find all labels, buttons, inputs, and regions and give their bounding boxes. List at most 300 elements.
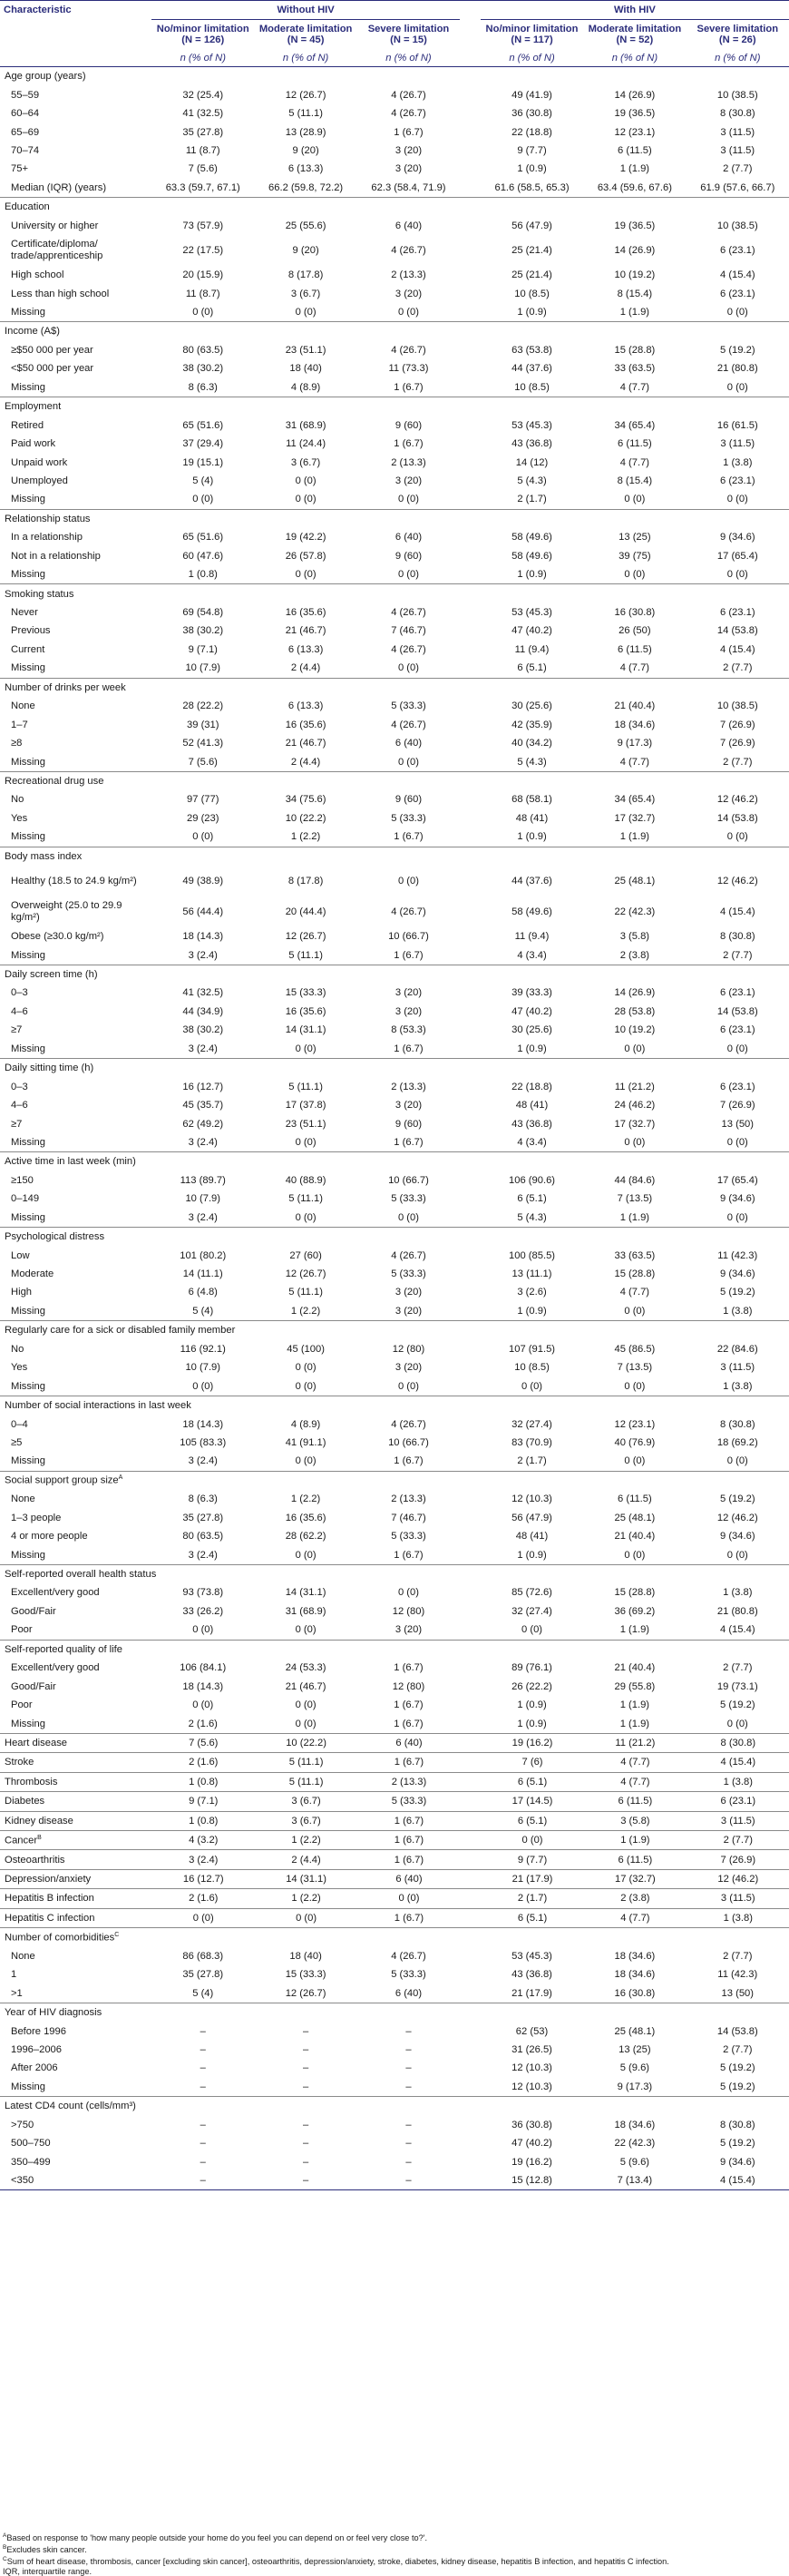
table-cell: 5 (11.1) bbox=[254, 1772, 356, 1791]
table-cell: 4 (7.7) bbox=[619, 456, 650, 468]
table-cell: 2 (7.7) bbox=[723, 2043, 753, 2055]
row-label bbox=[0, 1733, 151, 1752]
table-cell: 14 (53.8) bbox=[716, 812, 758, 824]
table-cell: 45 (35.7) bbox=[182, 1100, 224, 1112]
table-cell: 2 (13.3) bbox=[391, 1081, 426, 1092]
table-cell: 12 (80) bbox=[392, 1343, 425, 1355]
table-cell: 1 (3.8) bbox=[723, 1380, 753, 1392]
table-cell: 7 (5.6) bbox=[188, 163, 218, 175]
table-cell: 8 (53.3) bbox=[391, 1024, 426, 1036]
column-label: Severe limitation bbox=[696, 24, 779, 34]
row-label-text: ≥5 bbox=[11, 1436, 23, 1448]
table-cell: 63.3 (59.7, 67.1) bbox=[165, 181, 240, 193]
table-cell: 14 (12) bbox=[515, 456, 549, 468]
row-label-text: 0–4 bbox=[11, 1418, 28, 1430]
row-label-text: Unemployed bbox=[11, 475, 68, 486]
table-cell: 3 (20) bbox=[394, 1100, 423, 1112]
section-row bbox=[0, 965, 789, 984]
table-cell: 6 (11.5) bbox=[618, 438, 652, 450]
column-n: (N = 15) bbox=[390, 34, 427, 45]
table-row bbox=[0, 1545, 789, 1564]
row-label bbox=[0, 945, 151, 965]
table-cell: 5 (11.1) bbox=[288, 949, 323, 961]
row-label bbox=[0, 1792, 151, 1811]
section-row bbox=[0, 1396, 789, 1415]
row-label-text: Missing bbox=[11, 2081, 45, 2092]
table-cell: 0 (0) bbox=[397, 1587, 419, 1599]
row-label bbox=[0, 122, 151, 141]
table-cell: 19 (15.1) bbox=[182, 456, 224, 468]
table-cell: – bbox=[405, 2062, 412, 2074]
section-row bbox=[0, 847, 789, 866]
row-label bbox=[0, 1965, 151, 1983]
table-cell: 12 (26.7) bbox=[285, 1268, 326, 1280]
table-cell: 1 (2.2) bbox=[290, 1494, 321, 1505]
section-row bbox=[0, 1152, 789, 1171]
row-label-text: No bbox=[11, 1343, 24, 1355]
table-row bbox=[0, 2134, 789, 2152]
table-cell: 1 (0.9) bbox=[517, 1305, 547, 1317]
table-cell: 41 (32.5) bbox=[182, 987, 224, 999]
table-cell: 25 (48.1) bbox=[614, 1512, 656, 1523]
table-cell: 16 (12.7) bbox=[182, 1081, 224, 1092]
table-cell: 6 (5.1) bbox=[517, 662, 547, 674]
table-cell: 0 (0) bbox=[726, 1455, 748, 1467]
column-unit: n (% of N) bbox=[687, 49, 789, 67]
table-cell: 19 (73.1) bbox=[716, 1680, 758, 1692]
table-cell: 6 (40) bbox=[357, 1869, 460, 1888]
row-label bbox=[0, 1677, 151, 1695]
table-cell: 0 (0) bbox=[295, 1549, 317, 1561]
table-cell: 8 (6.3) bbox=[188, 381, 218, 393]
table-row bbox=[0, 547, 789, 565]
table-cell: 33 (63.5) bbox=[614, 363, 656, 375]
row-label-text: Overweight (25.0 to 29.9 kg/m²) bbox=[11, 900, 122, 923]
column-header bbox=[357, 20, 460, 50]
row-label bbox=[0, 1114, 151, 1132]
table-cell: 9 (34.6) bbox=[720, 1193, 755, 1205]
row-label-text: Retired bbox=[11, 419, 44, 431]
row-label-text: Daily screen time (h) bbox=[5, 969, 98, 981]
table-cell: 1 (6.7) bbox=[394, 1043, 424, 1054]
row-label-text: Recreational drug use bbox=[5, 775, 104, 787]
row-label-text: Stroke bbox=[5, 1757, 34, 1768]
section-label bbox=[0, 198, 789, 217]
row-label-text: ≥150 bbox=[11, 1174, 34, 1186]
row-label bbox=[0, 2171, 151, 2190]
table-row bbox=[0, 1171, 789, 1190]
table-cell: 1 (6.7) bbox=[394, 1718, 424, 1729]
row-label-text: 4 or more people bbox=[11, 1531, 88, 1543]
table-cell: 0 (0) bbox=[726, 494, 748, 505]
table-cell: 1 (0.8) bbox=[188, 569, 218, 581]
table-row bbox=[0, 715, 789, 733]
row-label-text: Unpaid work bbox=[11, 456, 68, 468]
section-label bbox=[0, 2097, 789, 2116]
row-label bbox=[0, 303, 151, 322]
row-label-text: Missing bbox=[11, 1455, 45, 1467]
row-label bbox=[0, 1452, 151, 1471]
table-cell: 5 (19.2) bbox=[720, 1287, 755, 1298]
table-cell: 85 (72.6) bbox=[511, 1587, 552, 1599]
table-cell: 2 (1.6) bbox=[188, 1718, 218, 1729]
row-label bbox=[0, 866, 151, 896]
table-cell: 62 (53) bbox=[515, 2025, 549, 2037]
table-cell: 7 (5.6) bbox=[151, 1733, 254, 1752]
table-cell: 0 (0) bbox=[295, 307, 317, 318]
row-label-text: Number of social interactions in last week bbox=[5, 1400, 191, 1412]
table-row bbox=[0, 622, 789, 640]
footnote-marker: C bbox=[3, 2555, 7, 2562]
row-label bbox=[0, 984, 151, 1002]
column-n: (N = 26) bbox=[718, 34, 756, 45]
table-cell: 1 (6.7) bbox=[394, 438, 424, 450]
table-cell: 12 (26.7) bbox=[285, 1987, 326, 1999]
table-cell: 5 (11.1) bbox=[288, 1287, 323, 1298]
table-cell: 21 (46.7) bbox=[285, 1680, 326, 1692]
row-label bbox=[0, 490, 151, 509]
table-cell: 1 (2.2) bbox=[254, 1830, 356, 1849]
table-cell: 0 (0) bbox=[624, 569, 646, 581]
table-cell: 0 (0) bbox=[397, 569, 419, 581]
table-cell: 14 (26.9) bbox=[614, 89, 656, 101]
table-cell: 19 (36.5) bbox=[614, 220, 656, 231]
table-row bbox=[0, 2041, 789, 2059]
row-label bbox=[0, 104, 151, 122]
row-label bbox=[0, 1077, 151, 1095]
table-cell: 12 (80) bbox=[392, 1605, 425, 1617]
row-label-text: Missing bbox=[11, 307, 45, 318]
table-row bbox=[0, 217, 789, 235]
row-label-text: Missing bbox=[11, 756, 45, 768]
row-label bbox=[0, 715, 151, 733]
footnote-marker: A bbox=[118, 1474, 123, 1482]
table-cell: 4 (26.7) bbox=[391, 89, 426, 101]
table-row bbox=[0, 179, 789, 198]
table-cell: 14 (26.9) bbox=[614, 987, 656, 999]
row-label-text: Low bbox=[11, 1249, 30, 1261]
table-cell: 0 (0) bbox=[624, 1305, 646, 1317]
section-row bbox=[0, 1321, 789, 1340]
row-label bbox=[0, 809, 151, 828]
table-row bbox=[0, 734, 789, 752]
row-label-text: Missing bbox=[11, 1305, 45, 1317]
table-row bbox=[0, 303, 789, 322]
column-unit: n (% of N) bbox=[357, 49, 460, 67]
table-cell: 1 (6.7) bbox=[357, 1811, 460, 1830]
table-cell: – bbox=[302, 2043, 309, 2055]
row-label bbox=[0, 235, 151, 266]
row-label-text: Missing bbox=[11, 1380, 45, 1392]
table-cell: 11 (73.3) bbox=[388, 363, 429, 375]
row-label-text: Latest CD4 count (cells/mm³) bbox=[5, 2101, 136, 2112]
table-cell: 18 (14.3) bbox=[182, 1418, 224, 1430]
row-label bbox=[0, 1753, 151, 1772]
row-label-text: 500–750 bbox=[11, 2138, 51, 2150]
table-cell: 10 (8.5) bbox=[514, 1362, 550, 1374]
table-cell: – bbox=[357, 2171, 460, 2190]
table-cell: 5 (33.3) bbox=[391, 1268, 426, 1280]
table-cell: 1 (6.7) bbox=[357, 1830, 460, 1849]
row-label-text: Missing bbox=[11, 831, 45, 843]
table-cell: 1 (6.7) bbox=[357, 1753, 460, 1772]
row-label-text: In a relationship bbox=[11, 532, 83, 544]
table-cell: 1 (0.9) bbox=[517, 307, 547, 318]
column-label: Moderate limitation bbox=[588, 24, 682, 34]
row-label bbox=[0, 160, 151, 178]
table-cell: 9 (34.6) bbox=[720, 2156, 755, 2168]
table-cell: 0 (0) bbox=[192, 1699, 214, 1711]
table-cell: 7 (13.5) bbox=[617, 1362, 653, 1374]
table-cell: 4 (15.4) bbox=[687, 2171, 789, 2190]
table-cell: 1 (6.7) bbox=[394, 831, 424, 843]
table-row bbox=[0, 1415, 789, 1433]
table-cell: 8 (17.8) bbox=[287, 875, 324, 886]
table-cell: 45 (100) bbox=[287, 1343, 325, 1355]
row-label bbox=[0, 1246, 151, 1264]
table-cell: 36 (30.8) bbox=[511, 108, 552, 120]
table-row bbox=[0, 1772, 789, 1791]
table-cell: 39 (31) bbox=[187, 719, 219, 730]
row-label-text: No bbox=[11, 794, 24, 806]
table-row bbox=[0, 1792, 789, 1811]
table-cell: 6 (4.8) bbox=[188, 1287, 218, 1298]
table-cell: 0 (0) bbox=[521, 1624, 543, 1636]
table-cell: 26 (57.8) bbox=[285, 550, 326, 562]
table-cell: 6 (23.1) bbox=[720, 987, 755, 999]
row-label-text: Kidney disease bbox=[5, 1815, 73, 1827]
table-cell: 6 (23.1) bbox=[720, 1081, 755, 1092]
row-label bbox=[0, 1850, 151, 1869]
footnote-text: Excludes skin cancer. bbox=[6, 2544, 87, 2554]
with-hiv-header: With HIV bbox=[481, 1, 789, 20]
row-label-text: Education bbox=[5, 201, 50, 213]
table-row bbox=[0, 1302, 789, 1321]
table-cell: 0 (0) bbox=[295, 1380, 317, 1392]
table-cell: 0 (0) bbox=[295, 1455, 317, 1467]
table-cell: 62 (49.2) bbox=[182, 1118, 224, 1130]
footnote-marker: C bbox=[114, 1931, 120, 1938]
table-cell: 2 (13.3) bbox=[391, 456, 426, 468]
table-cell: – bbox=[302, 2062, 309, 2074]
row-label-text: Before 1996 bbox=[11, 2025, 66, 2037]
row-label bbox=[0, 1490, 151, 1508]
table-cell: 2 (1.7) bbox=[481, 1889, 583, 1908]
table-cell: 41 (91.1) bbox=[285, 1436, 326, 1448]
table-cell: 1 (0.9) bbox=[517, 1043, 547, 1054]
table-row bbox=[0, 1714, 789, 1733]
table-cell: 9 (34.6) bbox=[720, 1531, 755, 1543]
table-cell: 8 (30.8) bbox=[720, 108, 755, 120]
table-row bbox=[0, 2022, 789, 2040]
table-cell: 35 (27.8) bbox=[182, 126, 224, 138]
row-label bbox=[0, 1509, 151, 1527]
row-label-text: ≥8 bbox=[11, 738, 23, 749]
table-cell: 1 (3.8) bbox=[723, 1587, 753, 1599]
table-cell: 3 (20) bbox=[394, 1362, 423, 1374]
table-cell: 6 (23.1) bbox=[720, 244, 755, 256]
table-cell: 1 (0.9) bbox=[517, 1549, 547, 1561]
row-label bbox=[0, 1283, 151, 1301]
table-cell: 15 (33.3) bbox=[285, 1969, 326, 1981]
table-cell: – bbox=[302, 2156, 309, 2168]
section-row bbox=[0, 1640, 789, 1659]
column-header bbox=[151, 20, 254, 50]
table-cell: 22 (84.6) bbox=[716, 1343, 758, 1355]
section-label bbox=[0, 847, 789, 866]
table-cell: 32 (27.4) bbox=[511, 1418, 552, 1430]
section-label bbox=[0, 771, 789, 790]
table-cell: 7 (13.4) bbox=[583, 2171, 686, 2190]
row-label bbox=[0, 2041, 151, 2059]
table-cell: 52 (41.3) bbox=[182, 738, 224, 749]
table-cell: 8 (30.8) bbox=[720, 1418, 755, 1430]
table-cell: 41 (32.5) bbox=[182, 108, 224, 120]
table-cell: 0 (0) bbox=[295, 494, 317, 505]
table-row bbox=[0, 2152, 789, 2170]
table-cell: 4 (8.9) bbox=[290, 381, 321, 393]
table-cell: 3 (11.5) bbox=[687, 1811, 789, 1830]
table-cell: 18 (14.3) bbox=[182, 1680, 224, 1692]
table-cell: 1 (6.7) bbox=[357, 1850, 460, 1869]
table-row bbox=[0, 1509, 789, 1527]
table-cell: 0 (0) bbox=[295, 1136, 317, 1148]
table-cell: 6 (11.5) bbox=[618, 643, 652, 655]
table-cell: 14 (53.8) bbox=[716, 625, 758, 637]
table-cell: 16 (12.7) bbox=[151, 1869, 254, 1888]
row-label-text: <350 bbox=[11, 2175, 34, 2187]
section-label bbox=[0, 1564, 789, 1583]
row-label-text: Missing bbox=[11, 494, 45, 505]
table-row bbox=[0, 378, 789, 397]
table-cell: 5 (19.2) bbox=[720, 1699, 755, 1711]
table-cell: 3 (2.4) bbox=[188, 1549, 218, 1561]
table-cell: 7 (26.9) bbox=[687, 1850, 789, 1869]
table-cell: 3 (11.5) bbox=[720, 1362, 755, 1374]
row-label bbox=[0, 341, 151, 359]
table-cell: 48 (41) bbox=[515, 812, 549, 824]
table-row bbox=[0, 122, 789, 141]
row-label bbox=[0, 565, 151, 584]
table-cell: 5 (4) bbox=[192, 1305, 214, 1317]
row-label bbox=[0, 453, 151, 471]
section-row bbox=[0, 1227, 789, 1246]
row-label-text: Self-reported overall health status bbox=[5, 1569, 157, 1581]
table-cell: 11 (9.4) bbox=[514, 931, 550, 943]
table-cell: 101 (80.2) bbox=[180, 1249, 227, 1261]
section-label bbox=[0, 1471, 789, 1490]
table-row bbox=[0, 1889, 789, 1908]
table-cell: 1 (6.7) bbox=[394, 1699, 424, 1711]
row-label-text: Missing bbox=[11, 662, 45, 674]
row-label-text: Missing bbox=[11, 1043, 45, 1054]
table-cell: 6 (11.5) bbox=[583, 1792, 686, 1811]
table-cell: 1 (2.2) bbox=[290, 831, 321, 843]
footnote bbox=[3, 2555, 789, 2567]
table-cell: 58 (49.6) bbox=[511, 532, 552, 544]
section-row bbox=[0, 1564, 789, 1583]
column-n: (N = 52) bbox=[616, 34, 654, 45]
table-cell: 14 (11.1) bbox=[182, 1268, 223, 1280]
table-cell: 0 (0) bbox=[521, 1380, 543, 1392]
section-label bbox=[0, 322, 789, 341]
table-cell: 6 (5.1) bbox=[481, 1908, 583, 1927]
table-cell: 3 (5.8) bbox=[619, 931, 650, 943]
row-label bbox=[0, 752, 151, 771]
table-cell: 61.6 (58.5, 65.3) bbox=[494, 181, 570, 193]
table-row bbox=[0, 490, 789, 509]
table-cell: 3 (2.4) bbox=[188, 949, 218, 961]
table-cell: 49 (38.9) bbox=[182, 875, 224, 886]
table-cell: 30 (25.6) bbox=[511, 700, 552, 712]
table-cell: 5 (33.3) bbox=[391, 812, 426, 824]
table-cell: 19 (42.2) bbox=[285, 532, 326, 544]
table-cell: 12 (46.2) bbox=[687, 1869, 789, 1888]
table-cell: 9 (7.7) bbox=[481, 1850, 583, 1869]
table-cell: 23 (51.1) bbox=[285, 344, 326, 356]
table-cell: 1 (0.9) bbox=[517, 163, 547, 175]
table-cell: 22 (42.3) bbox=[614, 2138, 656, 2150]
row-label-text: Hepatitis C infection bbox=[5, 1912, 95, 1924]
section-row bbox=[0, 509, 789, 528]
table-cell: 4 (15.4) bbox=[720, 269, 755, 281]
table-cell: 10 (7.9) bbox=[185, 1193, 221, 1205]
table-cell: 21 (40.4) bbox=[614, 700, 656, 712]
table-row bbox=[0, 1830, 789, 1849]
table-cell: – bbox=[200, 2043, 206, 2055]
table-cell: 25 (55.6) bbox=[285, 220, 326, 231]
table-cell: 1 (1.9) bbox=[619, 831, 650, 843]
section-label bbox=[0, 678, 789, 697]
table-cell: 4 (26.7) bbox=[391, 906, 426, 917]
table-cell: 12 (10.3) bbox=[511, 2081, 552, 2092]
table-cell: 45 (86.5) bbox=[614, 1343, 656, 1355]
table-cell: 2 (1.7) bbox=[517, 494, 547, 505]
section-row bbox=[0, 1928, 789, 1947]
table-cell: 1 (1.9) bbox=[619, 163, 650, 175]
table-cell: – bbox=[302, 2138, 309, 2150]
section-row bbox=[0, 771, 789, 790]
table-cell: 1 (2.2) bbox=[254, 1889, 356, 1908]
table-row bbox=[0, 142, 789, 160]
section-row bbox=[0, 678, 789, 697]
table-cell: – bbox=[405, 2138, 412, 2150]
table-cell: 4 (7.7) bbox=[619, 756, 650, 768]
table-cell: 11 (21.2) bbox=[583, 1733, 686, 1752]
table-cell: 2 (7.7) bbox=[723, 1950, 753, 1962]
table-cell: 9 (34.6) bbox=[720, 1268, 755, 1280]
table-cell: 1 (3.8) bbox=[687, 1772, 789, 1791]
row-label-text: 70–74 bbox=[11, 144, 40, 156]
row-label bbox=[0, 896, 151, 927]
table-cell: 3 (2.4) bbox=[188, 1043, 218, 1054]
table-cell: 4 (3.4) bbox=[517, 1136, 547, 1148]
table-cell: 34 (75.6) bbox=[285, 794, 326, 806]
row-label-text: 55–59 bbox=[11, 89, 40, 101]
table-cell: 6 (23.1) bbox=[720, 288, 755, 299]
table-cell: 4 (7.7) bbox=[619, 1287, 650, 1298]
footnote-marker: B bbox=[37, 1834, 42, 1841]
table-cell: 21 (40.4) bbox=[614, 1531, 656, 1543]
table-cell: 12 (10.3) bbox=[511, 2062, 552, 2074]
table-row bbox=[0, 1133, 789, 1152]
table-cell: 61.9 (57.6, 66.7) bbox=[700, 181, 775, 193]
table-cell: 0 (0) bbox=[397, 875, 419, 886]
column-n: (N = 45) bbox=[287, 34, 325, 45]
table-cell: 5 (33.3) bbox=[391, 1531, 426, 1543]
table-cell: 1 (3.8) bbox=[687, 1908, 789, 1927]
row-label-text: Number of comorbidities bbox=[5, 1932, 115, 1944]
